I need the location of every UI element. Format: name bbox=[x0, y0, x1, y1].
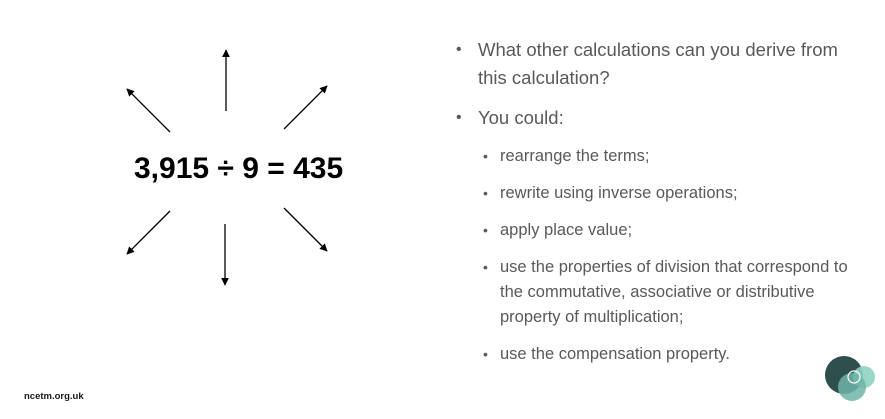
ncetm-logo-icon bbox=[824, 355, 880, 407]
footer-url: ncetm.org.uk bbox=[24, 391, 84, 402]
arrow-down-left bbox=[127, 211, 170, 254]
option-list bbox=[456, 144, 861, 367]
option-text: rearrange the terms; bbox=[500, 147, 650, 165]
bullet-icon: • bbox=[483, 346, 488, 362]
option-item bbox=[456, 342, 861, 367]
option-item bbox=[456, 181, 861, 206]
question-item bbox=[456, 104, 861, 132]
option-text: rewrite using inverse operations; bbox=[500, 184, 738, 202]
bullet-icon: • bbox=[483, 185, 488, 201]
equation: 3,915 ÷ 9 = 435 bbox=[134, 152, 344, 185]
bullet-icon: • bbox=[456, 109, 462, 126]
arrow-down-right bbox=[284, 208, 327, 251]
option-item bbox=[456, 255, 861, 330]
bullet-icon: • bbox=[483, 222, 488, 238]
bullet-icon: • bbox=[456, 41, 462, 58]
arrow-up-left bbox=[127, 89, 170, 132]
arrow-up-right bbox=[284, 86, 327, 129]
bullet-icon: • bbox=[483, 259, 488, 275]
bullet-list bbox=[456, 36, 861, 379]
bullet-icon: • bbox=[483, 148, 488, 164]
question-item bbox=[456, 36, 861, 92]
option-item bbox=[456, 218, 861, 243]
option-text: apply place value; bbox=[500, 221, 633, 239]
option-item bbox=[456, 144, 861, 169]
question-text: You could: bbox=[478, 107, 564, 128]
option-text: use the properties of division that correspond to the commutative, associative or distributive property of multiplication; bbox=[500, 258, 848, 326]
question-text: What other calculations can you derive from this calculation? bbox=[478, 39, 838, 88]
option-text: use the compensation property. bbox=[500, 345, 730, 363]
